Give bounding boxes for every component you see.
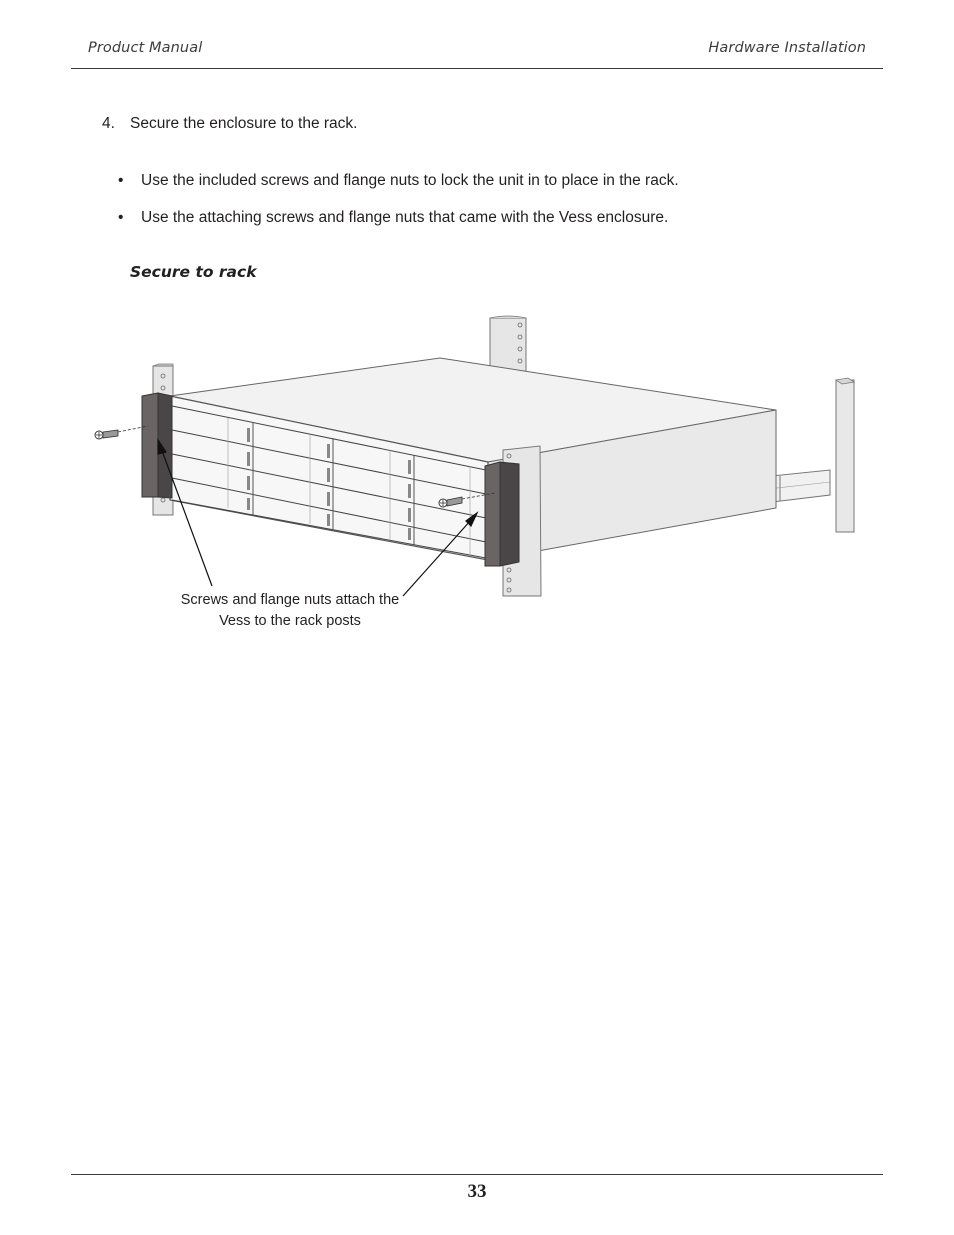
bullet-marker: • bbox=[118, 209, 124, 226]
header-doc-title: Product Manual bbox=[88, 40, 203, 56]
bullet-item bbox=[118, 209, 668, 227]
header-rule bbox=[71, 68, 883, 69]
bullet-text: Use the attaching screws and flange nuts that came with the Vess enclosure. bbox=[141, 209, 669, 226]
caption-line: Vess to the rack posts bbox=[219, 613, 361, 629]
step-text: Secure the enclosure to the rack. bbox=[130, 115, 358, 132]
step-number: 4. bbox=[102, 115, 115, 132]
figure-caption bbox=[160, 590, 420, 632]
rack-mount-illustration bbox=[80, 300, 880, 640]
page-number: 33 bbox=[467, 1181, 487, 1202]
right-mounting-ear bbox=[485, 462, 519, 566]
left-screw bbox=[95, 426, 148, 439]
header-section-title: Hardware Installation bbox=[708, 40, 866, 56]
bullet-text: Use the included screws and flange nuts to lock the unit in to place in the rack. bbox=[141, 172, 679, 189]
vess-enclosure bbox=[170, 358, 776, 560]
caption-line: Screws and flange nuts attach the bbox=[180, 592, 400, 608]
bullet-item bbox=[118, 172, 679, 190]
left-mounting-ear bbox=[142, 393, 172, 498]
rear-center-rack-post bbox=[490, 316, 526, 372]
footer-rule bbox=[71, 1174, 883, 1175]
bullet-marker: • bbox=[118, 172, 124, 189]
rear-right-rack-post bbox=[836, 378, 854, 532]
step-item bbox=[102, 115, 357, 133]
figure-title: Secure to rack bbox=[130, 263, 257, 281]
